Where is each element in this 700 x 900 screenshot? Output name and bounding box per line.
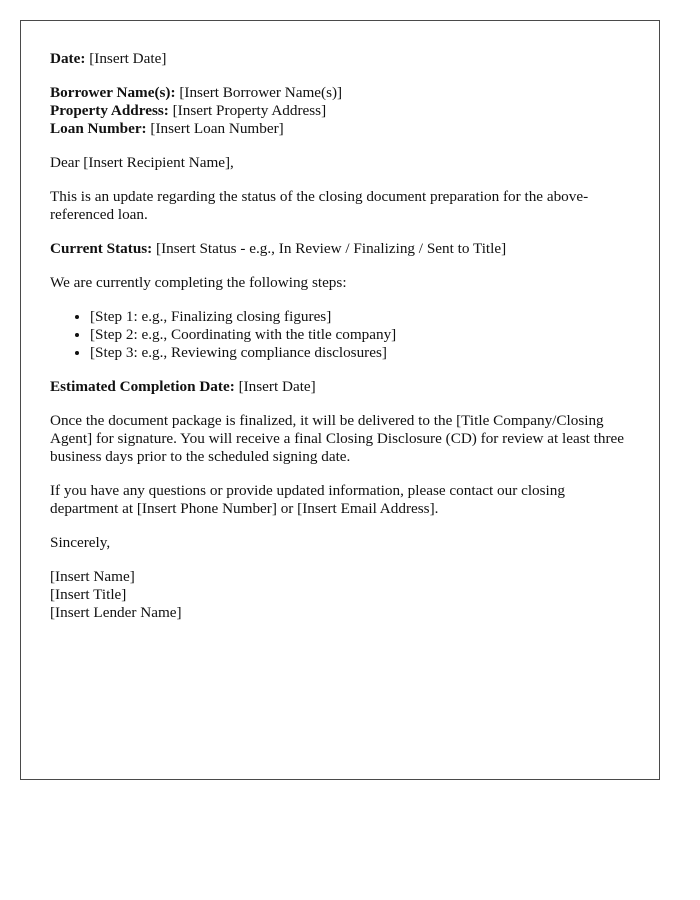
loan-details: [50, 84, 630, 138]
intro-paragraph: This is an update regarding the status of the closing document preparation for the above-referenced loan.: [50, 188, 589, 223]
letter-page: [20, 20, 660, 780]
contact-paragraph: If you have any questions or provide updated information, please contact our closing department at [Insert Phone Number] or [Insert Email Address].: [50, 482, 565, 517]
signature-block: [50, 568, 630, 622]
estimated-value: [Insert Date]: [238, 378, 316, 395]
loan-value: [Insert Loan Number]: [150, 120, 284, 137]
property-line: [50, 102, 630, 120]
loan-label: Loan Number:: [50, 120, 147, 137]
property-label: Property Address:: [50, 102, 169, 119]
letter-content: [50, 50, 630, 638]
estimated-line: [50, 378, 630, 396]
steps-list: [50, 308, 630, 362]
borrower-value: [Insert Borrower Name(s)]: [179, 84, 343, 101]
date-line: [50, 50, 630, 68]
borrower-label: Borrower Name(s):: [50, 84, 176, 101]
steps-intro: We are currently completing the following steps:: [50, 274, 347, 291]
list-item: • [Step 1: e.g., Finalizing closing figures]: [90, 308, 630, 326]
property-value: [Insert Property Address]: [172, 102, 327, 119]
signature-title: [Insert Title]: [50, 586, 127, 603]
status-line: [50, 240, 630, 258]
closing-line: Sincerely,: [50, 534, 111, 551]
list-item: • [Step 2: e.g., Coordinating with the title company]: [90, 326, 630, 344]
signature-name: [Insert Name]: [50, 568, 135, 585]
signature-lender: [Insert Lender Name]: [50, 604, 182, 621]
borrower-line: [50, 84, 630, 102]
delivery-paragraph: Once the document package is finalized, it will be delivered to the [Title Company/Closing Agent] for signature. You will receive a final Closing Disclosure (CD) for review at least three business days prior to the scheduled signing date.: [50, 412, 625, 465]
estimated-label: Estimated Completion Date:: [50, 378, 235, 395]
date-label: Date:: [50, 50, 86, 67]
loan-line: [50, 120, 630, 138]
date-value: [Insert Date]: [89, 50, 167, 67]
salutation: Dear [Insert Recipient Name],: [50, 154, 234, 171]
list-item: • [Step 3: e.g., Reviewing compliance disclosures]: [90, 344, 630, 362]
status-label: Current Status:: [50, 240, 153, 257]
status-value: [Insert Status - e.g., In Review / Finalizing / Sent to Title]: [156, 240, 507, 257]
